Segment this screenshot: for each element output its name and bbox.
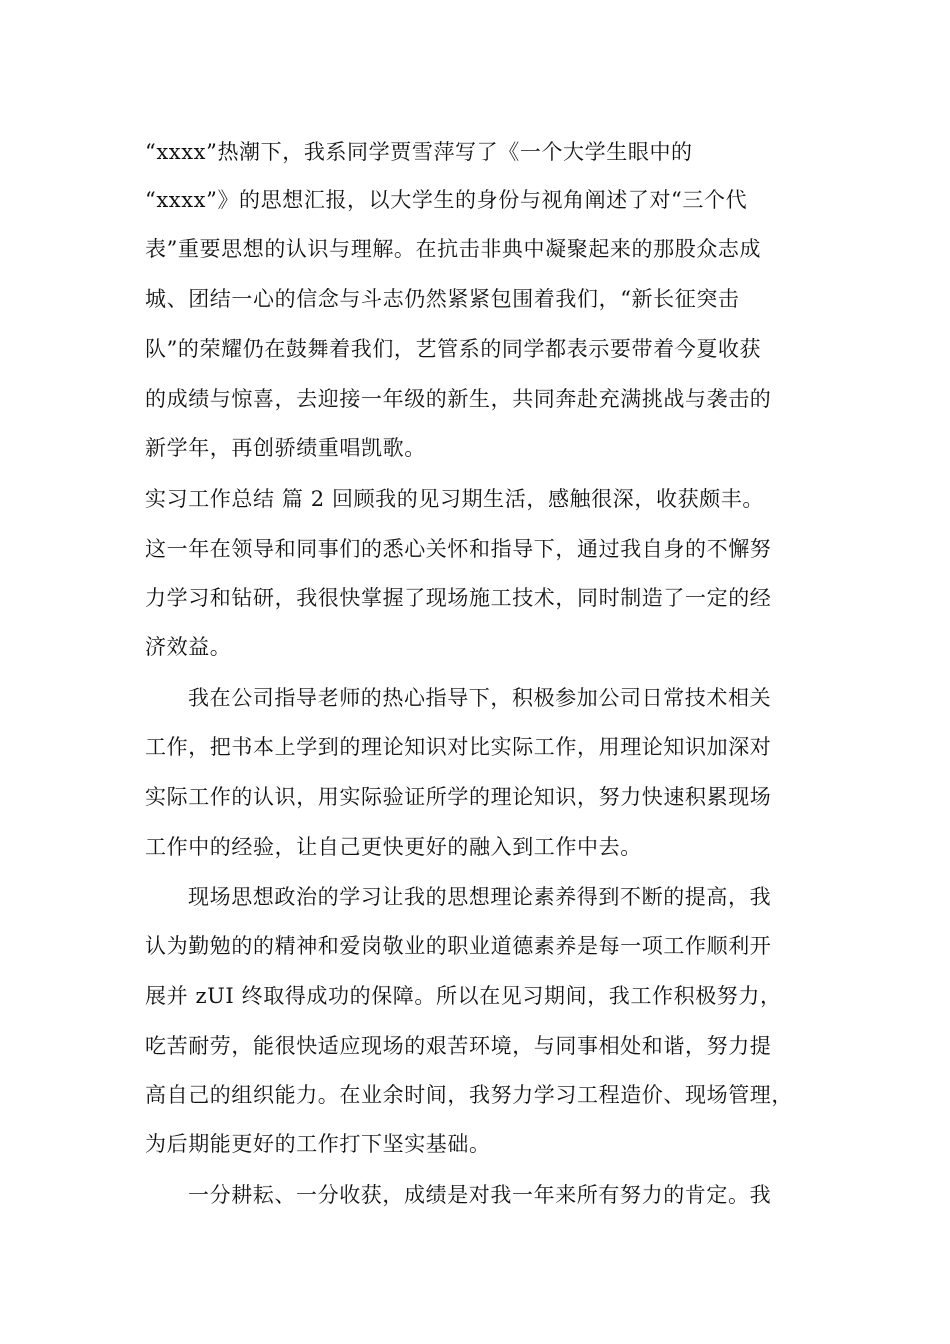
text-line: 高自己的组织能力。在业余时间，我努力学习工程造价、现场管理，	[145, 1083, 793, 1107]
text-line: 城、团结一心的信念与斗志仍然紧紧包围着我们，“新长征突击	[145, 287, 740, 311]
text-line: 实际工作的认识，用实际验证所学的理论知识，努力快速积累现场	[145, 785, 772, 809]
text-line: 济效益。	[145, 635, 232, 659]
text-line: 队”的荣耀仍在鼓舞着我们，艺管系的同学都表示要带着今夏收获	[145, 337, 762, 361]
text-line: “xxxx”》的思想汇报，以大学生的身份与视角阐述了对“三个代	[145, 188, 748, 212]
text-line: 为后期能更好的工作打下坚实基础。	[145, 1132, 491, 1156]
text-line: 新学年，再创骄绩重唱凯歌。	[145, 436, 426, 460]
paragraph-first-line: 我在公司指导老师的热心指导下，积极参加公司日常技术相关	[188, 686, 772, 710]
text-line: 工作中的经验，让自己更快更好的融入到工作中去。	[145, 835, 642, 859]
text-line: 力学习和钻研，我很快掌握了现场施工技术，同时制造了一定的经	[145, 586, 772, 610]
text-line: “xxxx”热潮下，我系同学贾雪萍写了《一个大学生眼中的	[145, 140, 693, 164]
section-heading-line: 实习工作总结 篇 2 回顾我的见习期生活，感触很深，收获颇丰。	[145, 487, 764, 511]
paragraph-first-line: 一分耕耘、一分收获，成绩是对我一年来所有努力的肯定。我	[188, 1183, 772, 1207]
text-line: 吃苦耐劳，能很快适应现场的艰苦环境，与同事相处和谐，努力提	[145, 1034, 772, 1058]
text-line: 的成绩与惊喜，去迎接一年级的新生，共同奔赴充满挑战与袭击的	[145, 387, 772, 411]
text-line: 工作，把书本上学到的理论知识对比实际工作，用理论知识加深对	[145, 735, 772, 759]
text-line: 展并 zUI 终取得成功的保障。所以在见习期间，我工作积极努力，	[145, 984, 782, 1008]
text-line: 表”重要思想的认识与理解。在抗击非典中凝聚起来的那股众志成	[145, 237, 762, 261]
text-line: 这一年在领导和同事们的悉心关怀和指导下，通过我自身的不懈努	[145, 537, 772, 561]
paragraph-first-line: 现场思想政治的学习让我的思想理论素养得到不断的提高，我	[188, 885, 772, 909]
text-line: 认为勤勉的的精神和爱岗敬业的职业道德素养是每一项工作顺利开	[145, 934, 772, 958]
